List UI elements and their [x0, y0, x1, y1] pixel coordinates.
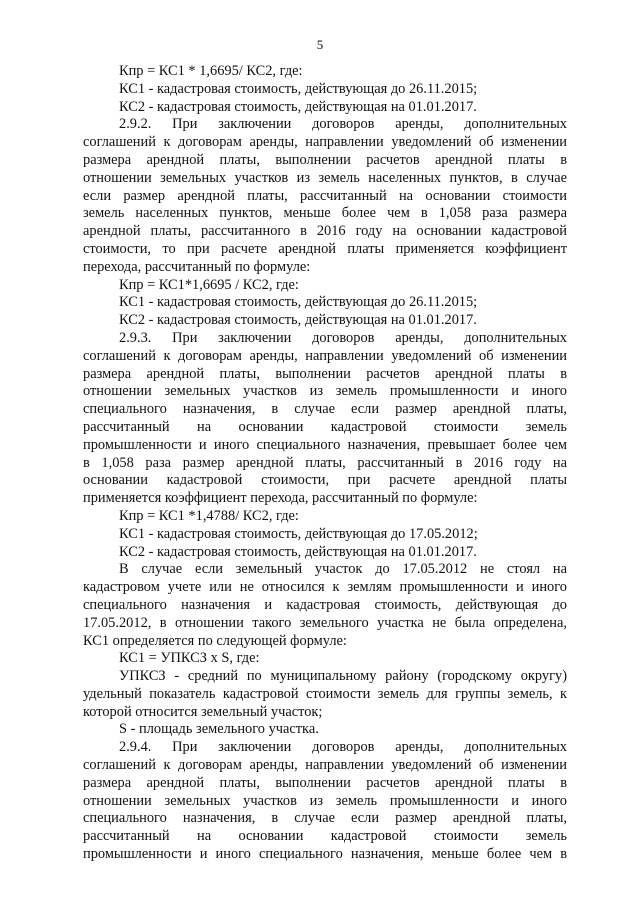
text-line: Кпр = КС1 *1,4788/ КС2, где: — [119, 507, 299, 524]
text-line: арендной платы, рассчитанного в 2016 году на основании кадастровой — [83, 223, 567, 240]
text-line: размера арендной платы, выполнении расчетов арендной платы в — [83, 365, 567, 382]
document-body — [83, 63, 567, 864]
text-line: специального назначения и кадастровая стоимость, действующая до — [83, 596, 567, 613]
text-line: КС1 определяется по следующей формуле: — [83, 632, 347, 649]
text-line: КС1 - кадастровая стоимость, действующая до 26.11.2015; — [119, 80, 478, 97]
text-line: применяется коэффициент перехода, рассчитанный по формуле: — [83, 490, 478, 507]
text-line: земель населенных пунктов, меньше более чем в 1,058 раза размера — [83, 205, 567, 222]
text-line: 2.9.2. При заключении договоров аренды, дополнительных — [119, 116, 567, 133]
text-line: специального назначения, в случае если размер арендной платы, — [83, 401, 567, 418]
text-line: отношении земельных участков из земель промышленности и иного — [83, 383, 567, 400]
text-line: рассчитанный на основании кадастровой стоимости земель — [83, 418, 567, 435]
text-line: Кпр = КС1*1,6695 / КС2, где: — [119, 276, 299, 293]
text-line: 2.9.4. При заключении договоров аренды, дополнительных — [119, 739, 567, 756]
page-number: 5 — [316, 37, 324, 52]
text-line: КС2 - кадастровая стоимость, действующая на 01.01.2017. — [119, 543, 477, 560]
text-line: отношении земельных участков из земель населенных пунктов, в случае — [83, 169, 567, 186]
text-line: УПКСЗ - средний по муниципальному району (городскому округу) — [119, 668, 567, 685]
text-line: стоимости, то при расчете арендной платы применяется коэффициент — [83, 240, 567, 257]
text-line: отношении земельных участков из земель промышленности и иного — [83, 792, 567, 809]
text-line: КС2 - кадастровая стоимость, действующая на 01.01.2017. — [119, 98, 477, 115]
text-line: 17.05.2012, в отношении такого земельного участка не была определена, — [83, 614, 567, 631]
text-line: КС1 = УПКСЗ х S, где: — [119, 650, 260, 667]
text-line: соглашений к договорам аренды, направлении уведомлений об изменении — [83, 757, 567, 774]
text-line: если размер арендной платы, рассчитанный на основании стоимости — [83, 187, 567, 204]
text-line: основании кадастровой стоимости, при расчете арендной платы — [83, 472, 567, 489]
text-line: S - площадь земельного участка. — [119, 721, 319, 738]
text-line: соглашений к договорам аренды, направлении уведомлений об изменении — [83, 134, 567, 151]
text-line: соглашений к договорам аренды, направлении уведомлений об изменении — [83, 347, 567, 364]
text-line: КС1 - кадастровая стоимость, действующая до 26.11.2015; — [119, 294, 478, 311]
text-line: специального назначения, в случае если размер арендной платы, — [83, 810, 567, 827]
text-line: удельный показатель кадастровой стоимости земель для группы земель, к — [83, 685, 567, 702]
text-line: рассчитанный на основании кадастровой стоимости земель — [83, 828, 567, 845]
text-line: КС2 - кадастровая стоимость, действующая на 01.01.2017. — [119, 312, 477, 329]
text-line: перехода, рассчитанный по формуле: — [83, 258, 311, 275]
text-line: В случае если земельный участок до 17.05.2012 не стоял на — [119, 561, 567, 578]
text-line: КС1 - кадастровая стоимость, действующая до 17.05.2012; — [119, 525, 478, 542]
text-line: в 1,058 раза размер арендной платы, рассчитанный в 2016 году на — [83, 454, 567, 471]
text-line: которой относится земельный участок; — [83, 703, 323, 720]
text-line: промышленности и иного специального назначения, меньше более чем в — [83, 846, 567, 863]
text-line: размера арендной платы, выполнении расчетов арендной платы в — [83, 774, 567, 791]
text-line: Кпр = КС1 * 1,6695/ КС2, где: — [119, 63, 303, 79]
text-line: кадастровом учете или не относился к землям промышленности и иного — [83, 579, 567, 596]
text-line: промышленности и иного специального назначения, превышает более чем — [83, 436, 567, 453]
text-line: 2.9.3. При заключении договоров аренды, дополнительных — [119, 329, 567, 346]
text-line: размера арендной платы, выполнении расчетов арендной платы в — [83, 151, 567, 168]
